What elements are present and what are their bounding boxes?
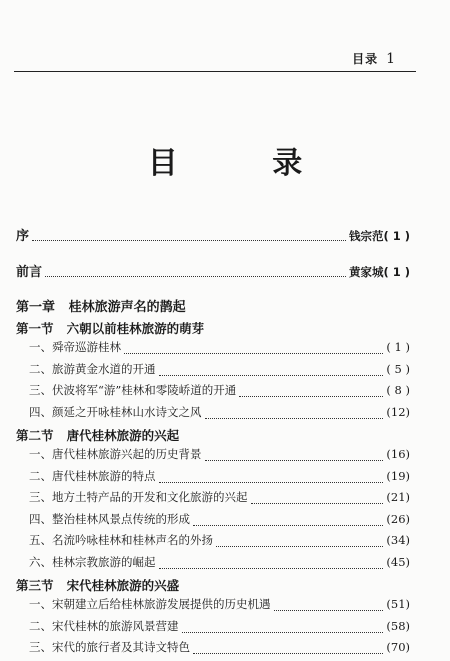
section-heading[interactable] — [16, 318, 410, 339]
toc-item[interactable] — [16, 361, 410, 383]
section-heading[interactable] — [16, 425, 410, 446]
dot-leader — [205, 410, 384, 419]
dot-leader — [239, 388, 383, 397]
item-page: (19) — [386, 468, 410, 483]
item-text: 四、颜延之开咏桂林山水诗文之风 — [29, 404, 202, 419]
item-page: ( 1 ) — [386, 340, 410, 354]
item-text: 三、地方土特产品的开发和文化旅游的兴起 — [29, 490, 248, 504]
item-page: ( 8 ) — [386, 383, 410, 397]
dot-leader — [159, 474, 384, 483]
section-title: 宋代桂林旅游的兴盛 — [66, 578, 180, 593]
item-text: 一、宋朝建立后给桂林旅游发展提供的历史机遇 — [29, 597, 271, 611]
item-page: (21) — [386, 490, 410, 504]
item-text: 一、舜帝巡游桂林 — [29, 340, 121, 354]
section-title: 唐代桂林旅游的兴起 — [66, 428, 180, 443]
item-text: 二、宋代桂林的旅游风景营建 — [29, 618, 179, 633]
entry-author: 钱宗范 — [348, 229, 384, 243]
item-page: (70) — [386, 640, 410, 654]
dot-leader — [274, 602, 384, 611]
item-page: (12) — [386, 404, 410, 419]
item-text: 六、桂林宗教旅游的崛起 — [29, 554, 156, 569]
dot-leader — [182, 624, 384, 633]
chapter-heading[interactable] — [16, 297, 410, 318]
toc-item[interactable] — [16, 532, 410, 554]
toc-item[interactable] — [16, 511, 410, 533]
dot-leader — [251, 495, 384, 504]
toc-item[interactable] — [16, 339, 410, 361]
item-text: 二、唐代桂林旅游的特点 — [29, 468, 156, 483]
section-label: 第一节 — [16, 321, 54, 336]
entry-page: ( 1 ) — [383, 229, 410, 243]
chapter-label: 第一章 — [16, 300, 56, 315]
toc-item[interactable] — [16, 404, 410, 426]
dot-leader — [32, 231, 346, 241]
section-title: 六朝以前桂林旅游的萌芽 — [66, 321, 205, 336]
chapter-title: 桂林旅游声名的鹊起 — [68, 300, 186, 315]
item-page: (58) — [386, 618, 410, 633]
toc-item[interactable] — [16, 382, 410, 404]
dot-leader — [124, 345, 383, 354]
item-text: 五、名流吟咏桂林和桂林声名的外扬 — [29, 533, 213, 547]
entry-label: 前言 — [16, 265, 43, 280]
section-label: 第三节 — [16, 578, 54, 593]
item-page: (16) — [386, 447, 410, 461]
page-number: 1 — [386, 51, 396, 67]
item-text: 三、伏波将军“游”桂林和零陵峤道的开通 — [29, 383, 237, 397]
page-title: 目 录 — [147, 146, 345, 181]
item-text: 一、唐代桂林旅游兴起的历史背景 — [29, 447, 202, 461]
item-page: (51) — [386, 597, 410, 611]
header-rule — [14, 71, 416, 72]
toc-item[interactable] — [16, 446, 410, 468]
section-heading[interactable] — [16, 575, 410, 596]
item-page: (45) — [386, 554, 410, 569]
entry-author: 黄家城 — [348, 265, 384, 279]
toc-entry-foreword[interactable] — [16, 261, 410, 283]
dot-leader — [205, 452, 384, 461]
dot-leader — [159, 560, 384, 569]
item-page: ( 5 ) — [386, 361, 410, 376]
section-label: 第二节 — [16, 428, 54, 443]
running-header — [352, 50, 396, 67]
item-text: 三、宋代的旅行者及其诗文特色 — [29, 640, 190, 654]
item-page: (26) — [386, 511, 410, 526]
dot-leader — [193, 645, 383, 654]
entry-label: 序 — [16, 229, 30, 244]
dot-leader — [159, 367, 384, 376]
toc-item[interactable] — [16, 554, 410, 576]
item-text: 四、整治桂林风景点传统的形成 — [29, 511, 190, 526]
dot-leader — [45, 267, 346, 277]
table-of-contents — [16, 225, 410, 661]
item-page: (34) — [386, 533, 410, 547]
entry-page: ( 1 ) — [383, 265, 410, 279]
running-header-label: 目录 — [352, 52, 379, 66]
toc-item[interactable] — [16, 596, 410, 618]
toc-item[interactable] — [16, 639, 410, 661]
item-text: 二、旅游黄金水道的开通 — [29, 361, 156, 376]
dot-leader — [193, 517, 383, 526]
toc-entry-preface[interactable] — [16, 225, 410, 247]
toc-item[interactable] — [16, 489, 410, 511]
dot-leader — [216, 538, 383, 547]
toc-item[interactable] — [16, 618, 410, 640]
toc-item[interactable] — [16, 468, 410, 490]
